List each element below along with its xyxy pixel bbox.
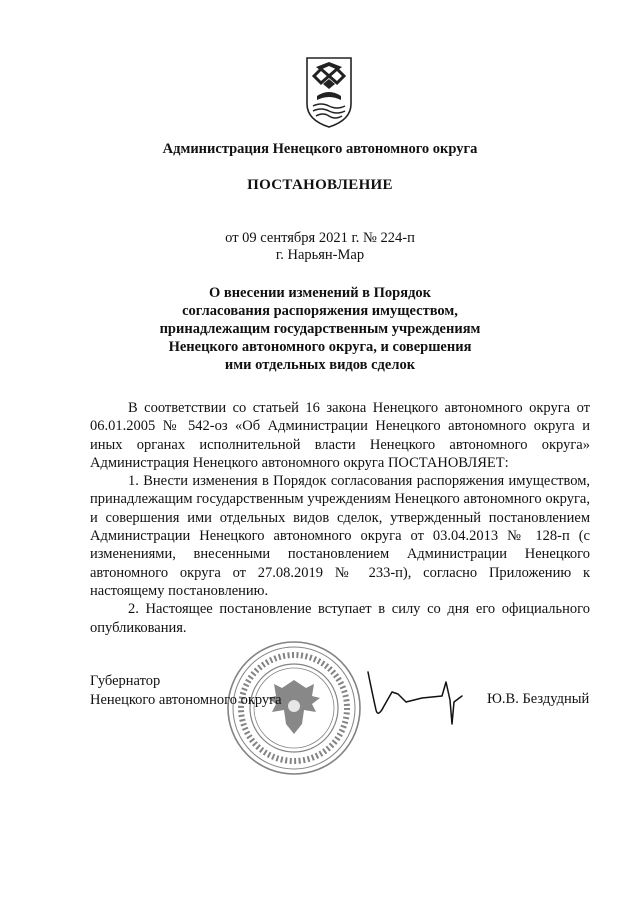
signatory-title-line: Ненецкого автономного округа <box>90 691 282 708</box>
document-place: г. Нарьян-Мар <box>275 247 365 263</box>
subject-line: ими отдельных видов сделок <box>224 357 416 373</box>
document-body <box>90 399 590 637</box>
signatory-title-line: Губернатор <box>90 673 161 689</box>
subject-line: согласования распоряжения имуществом, <box>182 303 458 319</box>
signatory-title <box>90 672 282 709</box>
document-type: ПОСТАНОВЛЕНИЕ <box>247 177 393 193</box>
handwritten-signature-icon <box>362 662 472 734</box>
subject-line: О внесении изменений в Порядок <box>208 285 432 301</box>
body-paragraph: 2. Настоящее постановление вступает в силу со дня его официального опубликования. <box>90 601 590 636</box>
body-paragraph: В соответствии со статьей 16 закона Ненецкого автономного округа от 06.01.2005 № 542-оз «Об Администрации Ненецкого автономного округа и иных органах исполнительной власти Ненецкого автономного округа» Администрация Ненецкого автономного округа ПОСТАНОВЛЯЕТ: <box>90 400 590 471</box>
nenets-coat-of-arms-icon <box>303 54 355 130</box>
body-paragraph: 1. Внести изменения в Порядок согласования распоряжения имуществом, принадлежащим государственным учреждениям Ненецкого автономного округа, и совершения ими отдельных видов сделок, утвержденный постановлением Администрации Ненецкого автономного округа от 03.04.2013 № 128-п (с изменениями, внесенными постановлением Администрации Ненецкого автономного округа от 27.08.2019 № 233-п), согласно Приложению к настоящему постановлению. <box>90 473 590 599</box>
document-subject <box>0 284 640 374</box>
document-date-number: от 09 сентября 2021 г. № 224-п <box>225 230 415 246</box>
organization-name: Администрация Ненецкого автономного округа <box>162 141 478 157</box>
subject-line: Ненецкого автономного округа, и совершения <box>168 339 472 355</box>
subject-line: принадлежащим государственным учреждениям <box>159 321 481 337</box>
signatory-name: Ю.В. Бездудный <box>487 691 590 707</box>
